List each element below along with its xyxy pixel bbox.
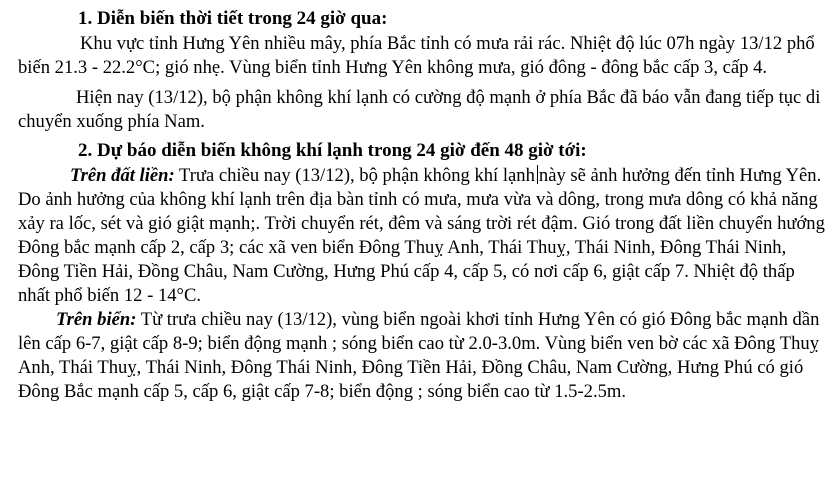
text-cursor <box>537 165 538 184</box>
sea-forecast-lead: Trên biển: <box>56 309 137 330</box>
section-1-paragraph-2: Hiện nay (13/12), bộ phận không khí lạnh có cường độ mạnh ở phía Bắc đã báo vẫn đang tiếp tục di chuyển xuống phía Nam. <box>18 87 821 132</box>
land-forecast-text-part-1: Trưa chiều nay (13/12), bộ phận không khí lạnh <box>174 165 535 186</box>
section-1-paragraph-1: Khu vực tỉnh Hưng Yên nhiều mây, phía Bắc tỉnh có mưa rải rác. Nhiệt độ lúc 07h ngày 13/12 phổ biến 21.3 - 22.2°C; gió nhẹ. Vùng biển tỉnh Hưng Yên không mưa, gió đông - đông bắc cấp 3, cấp 4. <box>18 33 815 78</box>
land-forecast-paragraph <box>18 164 830 308</box>
land-forecast-lead: Trên đất liền: <box>70 165 175 186</box>
sea-forecast-text: Từ trưa chiều nay (13/12), vùng biển ngoài khơi tỉnh Hưng Yên có gió Đông bắc mạnh dần lên cấp 6-7, giật cấp 8-9; biển động mạnh ; sóng biển cao từ 2.0-3.0m. Vùng biển ven bờ các xã Đông Thuỵ Anh, Thái Thuỵ, Thái Ninh, Đông Thái Ninh, Đông Tiền Hải, Đồng Châu, Nam Cường, Hưng Phú có gió Đông Bắc mạnh cấp 5, cấp 6, giật cấp 7-8; biển động ; sóng biển cao từ 1.5-2.5m. <box>18 309 820 402</box>
sea-forecast-paragraph <box>18 308 830 404</box>
section-2-heading: 2. Dự báo diễn biến không khí lạnh trong 24 giờ đến 48 giờ tới: <box>78 140 587 161</box>
section-1-heading: 1. Diễn biến thời tiết trong 24 giờ qua: <box>78 8 388 29</box>
land-forecast-text-part-2: này sẽ ảnh hưởng đến tỉnh Hưng Yên. Do ảnh hưởng của không khí lạnh trên địa bàn tỉnh có mưa, mưa vừa và dông, trong mưa dông có khả năng xảy ra lốc, sét và gió giật mạnh;. Trời chuyển rét, đêm và sáng trời rét đậm. Gió trong đất liền chuyển hướng Đông bắc mạnh cấp 2, cấp 3; các xã ven biển Đông Thuỵ Anh, Thái Thuỵ, Thái Ninh, Đông Thái Ninh, Đông Tiền Hải, Đồng Châu, Nam Cường, Hưng Phú cấp 4, cấp 5, có nơi cấp 6, giật cấp 7. Nhiệt độ thấp nhất phổ biến 12 - 14°C. <box>18 165 825 306</box>
